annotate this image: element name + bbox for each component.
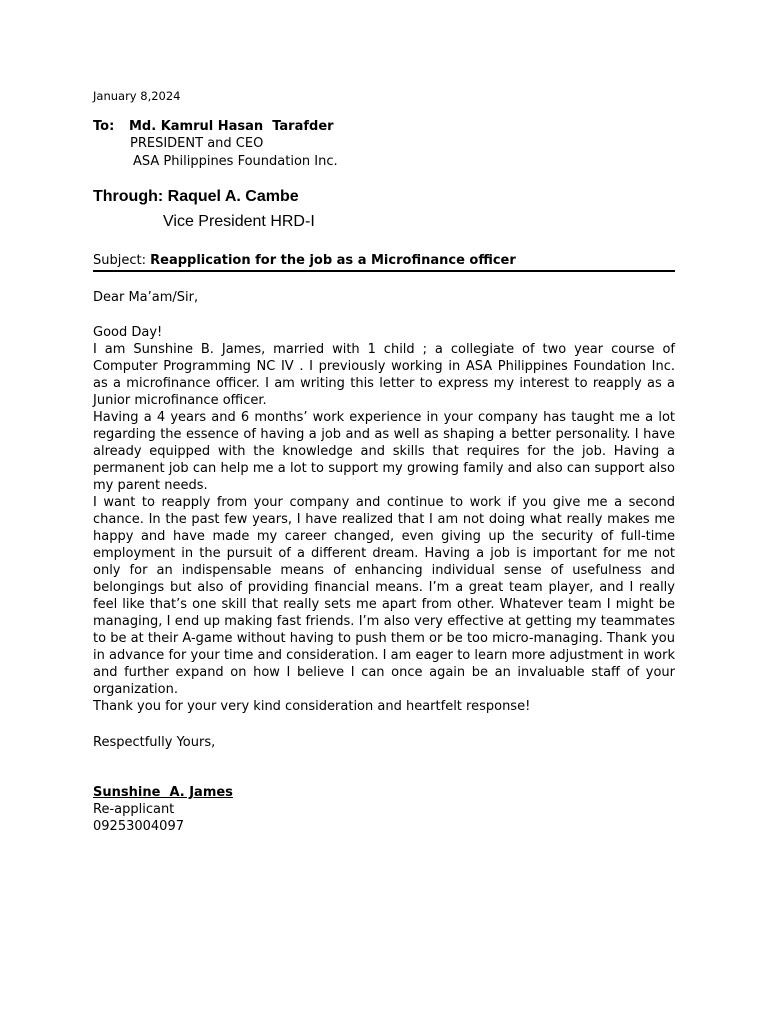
body-paragraph-4: Thank you for your very kind consideration and heartfelt response! [93,699,531,714]
through-title: Vice President HRD-I [163,213,315,230]
recipient-organization: ASA Philippines Foundation Inc. [133,154,338,169]
recipient-title: PRESIDENT and CEO [130,136,264,151]
recipient-label: To: [93,119,115,134]
body-paragraph-3: I want to reapply from your company and continue to work if you give me a second chance. In the past few years, I have realized that I am not doing what really makes me happy and have made my career changed, even giving up the security of full-time employment in the pursuit of a different dream. Having a job is important for me not only for an indispensable means of enhancing individual sense of usefulness and belongings but also of providing financial means. I’m a great team player, and I really feel like that’s one skill that really sets me apart from other. Whatever team I might be managing, I end up making fast friends. I’m also very effective at getting my teammates to be at their A-game without having to push them or be too micro-managing. Thank you in advance for your time and consideration. I am eager to learn more adjustment in work and further expand on how I believe I can once again be an invaluable staff of your organization. [93,495,675,697]
body-paragraph-1: I am Sunshine B. James, married with 1 child ; a collegiate of two year course of Computer Programming NC IV . I previously working in ASA Philippines Foundation Inc. as a microfinance officer. I am writing this letter to express my interest to reapply as a Junior microfinance officer. [93,342,675,408]
letter-body [93,324,675,715]
signature-phone: 09253004097 [93,819,184,834]
body-paragraph-2: Having a 4 years and 6 months’ work experience in your company has taught me a lot regarding the essence of having a job and as well as shaping a better personality. I have already equipped with the knowledge and skills that requires for the job. Having a permanent job can help me a lot to support my growing family and also can support also my parent needs. [93,410,675,493]
salutation: Dear Ma’am/Sir, [93,290,199,305]
through-line: Through: Raquel A. Cambe [93,188,299,205]
signature-role: Re-applicant [93,802,175,817]
body-greeting: Good Day! [93,325,163,340]
closing: Respectfully Yours, [93,735,216,750]
signature-name: Sunshine A. James [93,785,233,800]
subject-line [93,253,675,272]
subject-label: Subject: [93,253,146,268]
recipient-name: Md. Kamrul Hasan Tarafder [129,119,334,134]
subject-text: Reapplication for the job as a Microfinance officer [150,253,516,268]
letter-date: January 8,2024 [93,89,181,103]
